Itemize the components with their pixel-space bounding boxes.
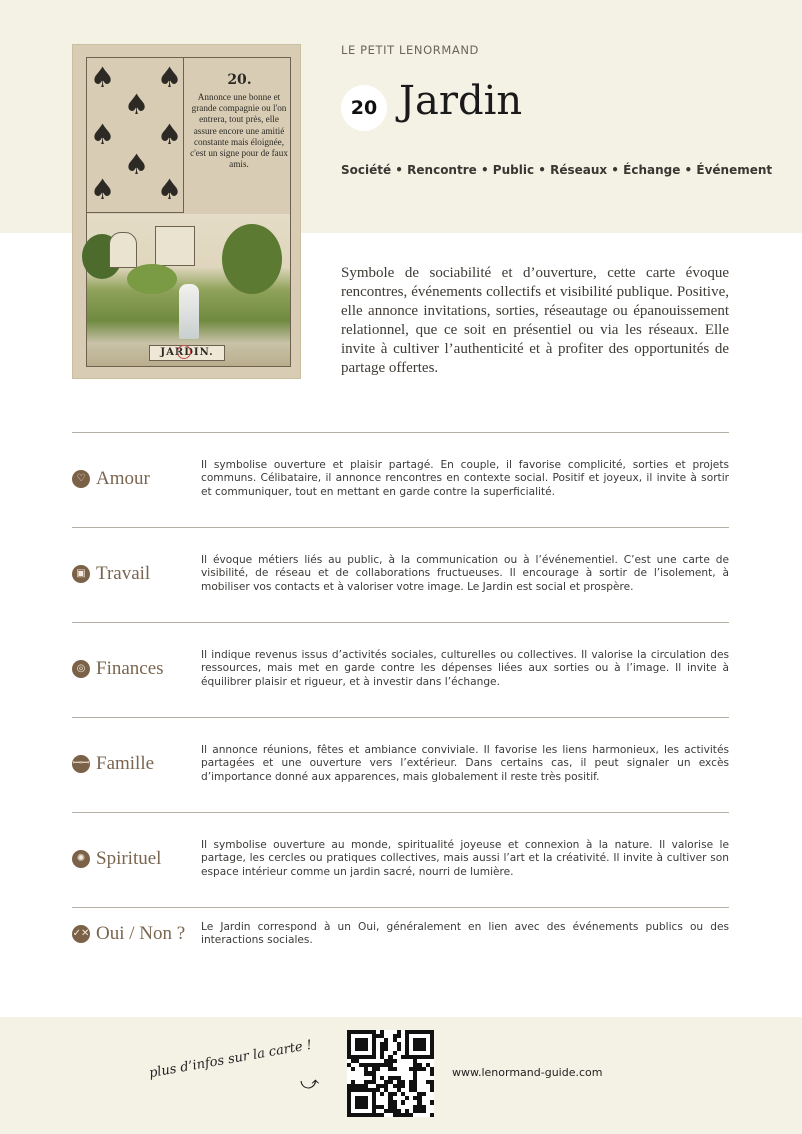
website-link[interactable]: www.lenormand-guide.com — [452, 1066, 603, 1079]
spade-icon: ♠ — [90, 173, 116, 206]
arrow-icon: ⤻ — [300, 1073, 320, 1094]
deck-name: LE PETIT LENORMAND — [341, 43, 479, 57]
section-text: Il annonce réunions, fêtes et ambiance conviviale. Il favorise les liens harmonieux, les activités partagées et une ouverture vers l’extérieur. Dans certains cas, il peut signaler un excès d’importance donné aux apparences, mais globalement il reste très positif. — [201, 743, 729, 783]
family-icon: ꟷꟷ — [72, 755, 90, 773]
cta-handwritten: plus d’infos sur la carte ! — [147, 1037, 314, 1082]
section-text: Il symbolise ouverture et plaisir partagé. En couple, il favorise complicité, sorties et projets communs. Célibataire, il annonce rencontres en contexte social. Positif et joyeux, il invite à sortir et communiquer, tout en mettant en garde contre la superficialité. — [201, 458, 729, 498]
lightbulb-icon: ✺ — [72, 850, 90, 868]
section-text: Il évoque métiers liés au public, à la communication ou à l’événementiel. C’est une carte de visibilité, de réseau et de collaborations fructueuses. Il encourage à sortir de l’isolement, à mobiliser vos contacts et à valoriser votre image. Le Jardin est social et prospère. — [201, 553, 729, 593]
section-divider — [72, 812, 729, 813]
section-divider — [72, 907, 729, 908]
section-title: Spirituel — [96, 848, 162, 869]
section-text: Il indique revenus issus d’activités sociales, culturelles ou collectives. Il valorise la circulation des ressources, mais met en garde contre les dépenses liées aux sorties ou à l’image. Il invite à équilibrer plaisir et rigueur, et à investir dans l’échange. — [201, 648, 729, 688]
card-number: 20. — [227, 72, 252, 88]
section-famille — [72, 735, 729, 793]
spade-icon: ♠ — [157, 118, 183, 151]
spade-icon: ♠ — [90, 118, 116, 151]
section-divider — [72, 432, 729, 433]
section-travail — [72, 545, 729, 603]
garden-illustration — [87, 214, 290, 366]
heart-icon: ♡ — [72, 470, 90, 488]
card-label: JARDIN. — [149, 345, 225, 361]
coins-icon: ◎ — [72, 660, 90, 678]
spade-icon: ♠ — [124, 148, 150, 181]
page-title: Jardin — [399, 78, 523, 124]
spade-icon: ♠ — [157, 61, 183, 94]
yes-no-icon: ✓✕ — [72, 925, 90, 943]
spade-icon: ♠ — [90, 61, 116, 94]
section-text: Il symbolise ouverture au monde, spiritualité joyeuse et connexion à la nature. Il valorise le partage, les cercles ou pratiques collectives, mais aussi l’art et la créativité. Il invite à cultiver son espace intérieur comme un jardin sacré, nourri de lumière. — [201, 838, 729, 878]
section-title: Famille — [96, 753, 155, 774]
qr-code[interactable] — [347, 1030, 434, 1117]
library-stamp — [177, 345, 191, 359]
keywords: Société • Rencontre • Public • Réseaux • Échange • Événement — [341, 163, 773, 177]
card-number-badge: 20 — [341, 85, 387, 131]
section-text: Le Jardin correspond à un Oui, généralement en lien avec des événements publics ou des interactions sociales. — [201, 920, 729, 946]
spade-icon: ♠ — [124, 88, 150, 121]
intro-text: Symbole de sociabilité et d’ouverture, cette carte évoque rencontres, événements collectifs et visibilité publique. Positive, elle annonce invitations, sorties, réseautage ou épanouissement relationnel, que ce soit en présentiel ou via les réseaux. Elle invite à cultiver l’authenticité et à profiter des opportunités de partage offertes. — [341, 265, 729, 376]
section-amour — [72, 450, 729, 508]
briefcase-icon: ▣ — [72, 565, 90, 583]
section-finances — [72, 640, 729, 698]
section-title: Finances — [96, 658, 164, 679]
section-title: Travail — [96, 563, 151, 584]
section-spirituel — [72, 830, 729, 888]
section-oui-non — [72, 919, 729, 949]
section-title: Oui / Non ? — [96, 923, 186, 944]
section-divider — [72, 527, 729, 528]
spades-panel — [87, 58, 184, 213]
card-caption: Annonce une bonne et grande compagnie ou l'on entrera, tout près, elle assure encore une amitié constante mais éloignée, c'est un signe pour de faux amis. — [190, 92, 288, 170]
section-title: Amour — [96, 468, 150, 489]
spade-icon: ♠ — [157, 173, 183, 206]
section-divider — [72, 717, 729, 718]
card-image — [72, 44, 301, 379]
section-divider — [72, 622, 729, 623]
